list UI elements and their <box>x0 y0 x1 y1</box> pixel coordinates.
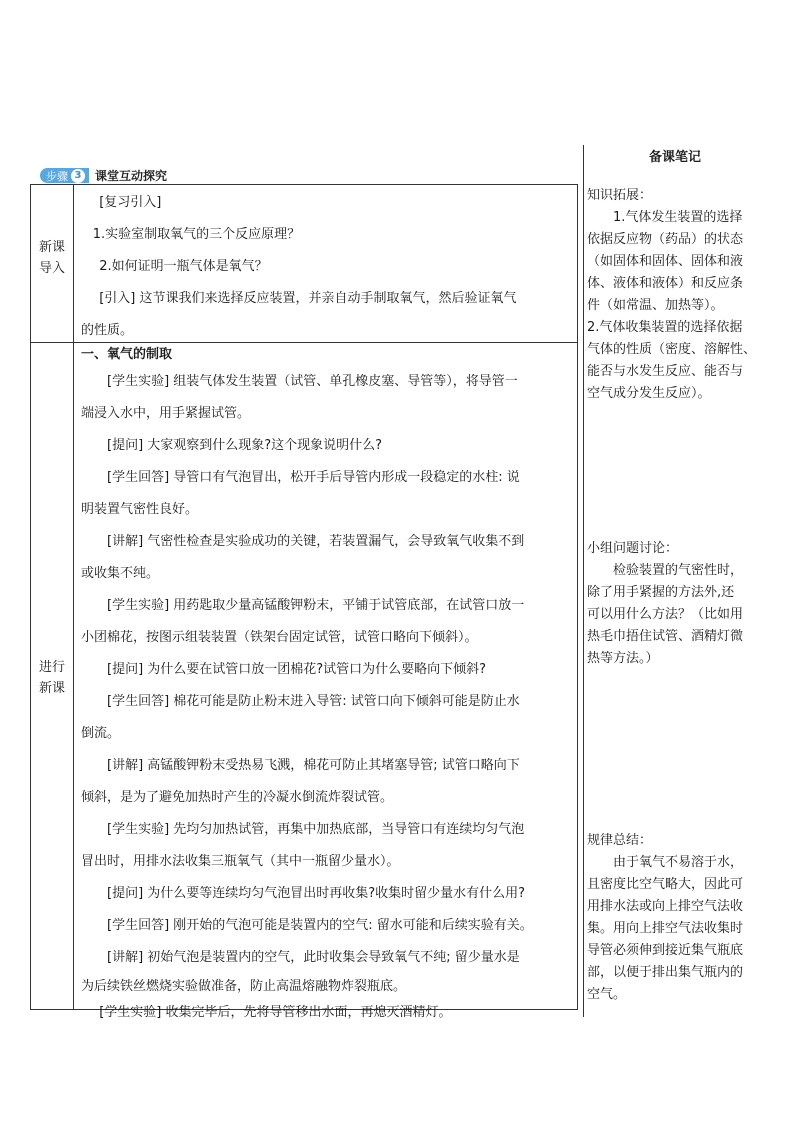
note-line: （如固体和固体、固体和液 <box>587 254 744 269</box>
note-line: 检验装置的气密性时， <box>613 563 744 578</box>
note-line: 规律总结： <box>587 833 653 848</box>
notes-title: 备课笔记 <box>648 150 701 165</box>
text-line: [讲解] 高锰酸钾粉末受热易飞溅，棉花可防止其堵塞导管; 试管口略向下 <box>107 758 520 773</box>
step-tag <box>40 167 167 184</box>
note-line: 导管必须伸到接近集气瓶底 <box>587 943 744 958</box>
text-line: [提问] 大家观察到什么现象?这个现象说明什么? <box>107 438 383 453</box>
row-label-line: 新课 <box>38 240 65 255</box>
lesson-table <box>30 184 578 1020</box>
text-line: 明装置气密性良好。 <box>81 502 199 517</box>
text-line: [学生实验] 用药匙取少量高锰酸钾粉末，平铺于试管底部，在试管口放一 <box>107 598 525 613</box>
row-label-line: 导入 <box>38 261 65 276</box>
section-heading: 一、氧气的制取 <box>81 347 173 362</box>
text-line: [学生实验] 先均匀加热试管，再集中加热底部，当导管口有连续均匀气泡 <box>107 822 525 837</box>
note-line: 2.气体收集装置的选择依据 <box>587 320 743 335</box>
column-divider <box>73 185 74 1009</box>
text-line: 或收集不纯。 <box>81 566 160 581</box>
text-line: 倾斜，是为了避免加热时产生的冷凝水倒流炸裂试管。 <box>81 790 394 805</box>
notes-summary-block <box>587 830 763 1006</box>
note-line: 知识拓展： <box>587 188 653 203</box>
note-line: 依据反应物（药品）的状态 <box>587 232 744 247</box>
text-line: [学生回答] 棉花可能是防止粉末进入导管: 试管口向下倾斜可能是防止水 <box>107 694 520 709</box>
text-line: 的性质。 <box>81 323 134 338</box>
text-line: [学生实验] 收集完毕后，先将导管移出水面，再熄灭酒精灯。 <box>99 1005 452 1020</box>
new-lesson-content <box>81 344 571 1026</box>
step-badge <box>40 168 89 183</box>
note-line: 小组问题讨论： <box>587 541 679 556</box>
note-line: 且密度比空气略大，因此可 <box>587 877 744 892</box>
text-line: 冒出时，用排水法收集三瓶氧气（其中一瓶留少量水）。 <box>81 854 400 869</box>
note-line: 用排水法或向上排空气法收 <box>587 899 744 914</box>
text-line: [讲解] 初始气泡是装置内的空气，此时收集会导致氧气不纯; 留少量水是 <box>107 950 520 965</box>
note-line: 除了用手紧握的方法外,还 <box>587 585 735 600</box>
note-line: 集。用向上排空气法收集时 <box>587 921 744 936</box>
text-line: [提问] 为什么要在试管口放一团棉花?试管口为什么要略向下倾斜? <box>107 662 487 677</box>
note-line: 体、液体和液体）和反应条 <box>587 276 744 291</box>
row-label-intro <box>31 237 73 279</box>
text-line: 倒流。 <box>81 726 121 741</box>
note-line: 可以用什么方法？（比如用 <box>587 607 744 622</box>
text-line: 为后续铁丝燃烧实验做准备，防止高温熔融物炸裂瓶底。 <box>81 979 407 994</box>
note-line: 部，以便于排出集气瓶内的 <box>587 965 744 980</box>
note-line: 热等方法。） <box>587 651 659 666</box>
note-line: 空气成分发生反应）。 <box>587 386 711 401</box>
text-line: [引入] 这节课我们来选择反应装置，并亲自动手制取氧气，然后验证氧气 <box>99 291 517 306</box>
text-line: 1.实验室制取氧气的三个反应原理？ <box>92 227 301 242</box>
note-line: 能否与水发生反应、能否与 <box>587 364 744 379</box>
note-line: 由于氧气不易溶于水， <box>613 855 744 870</box>
note-line: 1.气体发生装置的选择 <box>613 210 743 225</box>
text-line: 端浸入水中，用手紧握试管。 <box>81 406 251 421</box>
text-line: [提问] 为什么要等连续均匀气泡冒出时再收集?收集时留少量水有什么用? <box>107 886 526 901</box>
row-label-new-lesson <box>31 657 73 699</box>
step-title: 课堂互动探究 <box>95 169 168 183</box>
note-line: 热毛巾捂住试管、酒精灯微 <box>587 629 744 644</box>
row-label-line: 新课 <box>38 681 65 696</box>
row-label-line: 进行 <box>38 660 65 675</box>
note-line: 空气。 <box>587 987 627 1002</box>
notes-divider <box>583 145 584 1017</box>
note-line: 气体的性质（密度、溶解性、 <box>587 342 757 357</box>
notes-knowledge-block <box>587 185 763 405</box>
text-line: 小团棉花，按图示组装装置（铁架台固定试管，试管口略向下倾斜）。 <box>81 630 478 645</box>
text-line: [复习引入] <box>99 195 162 210</box>
text-line: [学生回答] 刚开始的气泡可能是装置内的空气: 留水可能和后续实验有关。 <box>107 918 533 933</box>
note-line: 件（如常温、加热等）。 <box>587 298 724 313</box>
notes-discussion-block <box>587 538 763 670</box>
step-number: 3 <box>71 169 85 183</box>
text-line: [讲解] 气密性检查是实验成功的关键，若装置漏气，会导致氧气收集不到 <box>107 534 525 549</box>
text-line: 2.如何证明一瓶气体是氧气？ <box>99 259 268 274</box>
text-line: [学生实验] 组装气体发生装置（试管、单孔橡皮塞、导管等），将导管一 <box>107 374 518 389</box>
text-line: [学生回答] 导管口有气泡冒出，松开手后导管内形成一段稳定的水柱: 说 <box>107 470 520 485</box>
intro-content <box>81 187 571 347</box>
step-badge-label: 步骤 <box>46 169 68 183</box>
